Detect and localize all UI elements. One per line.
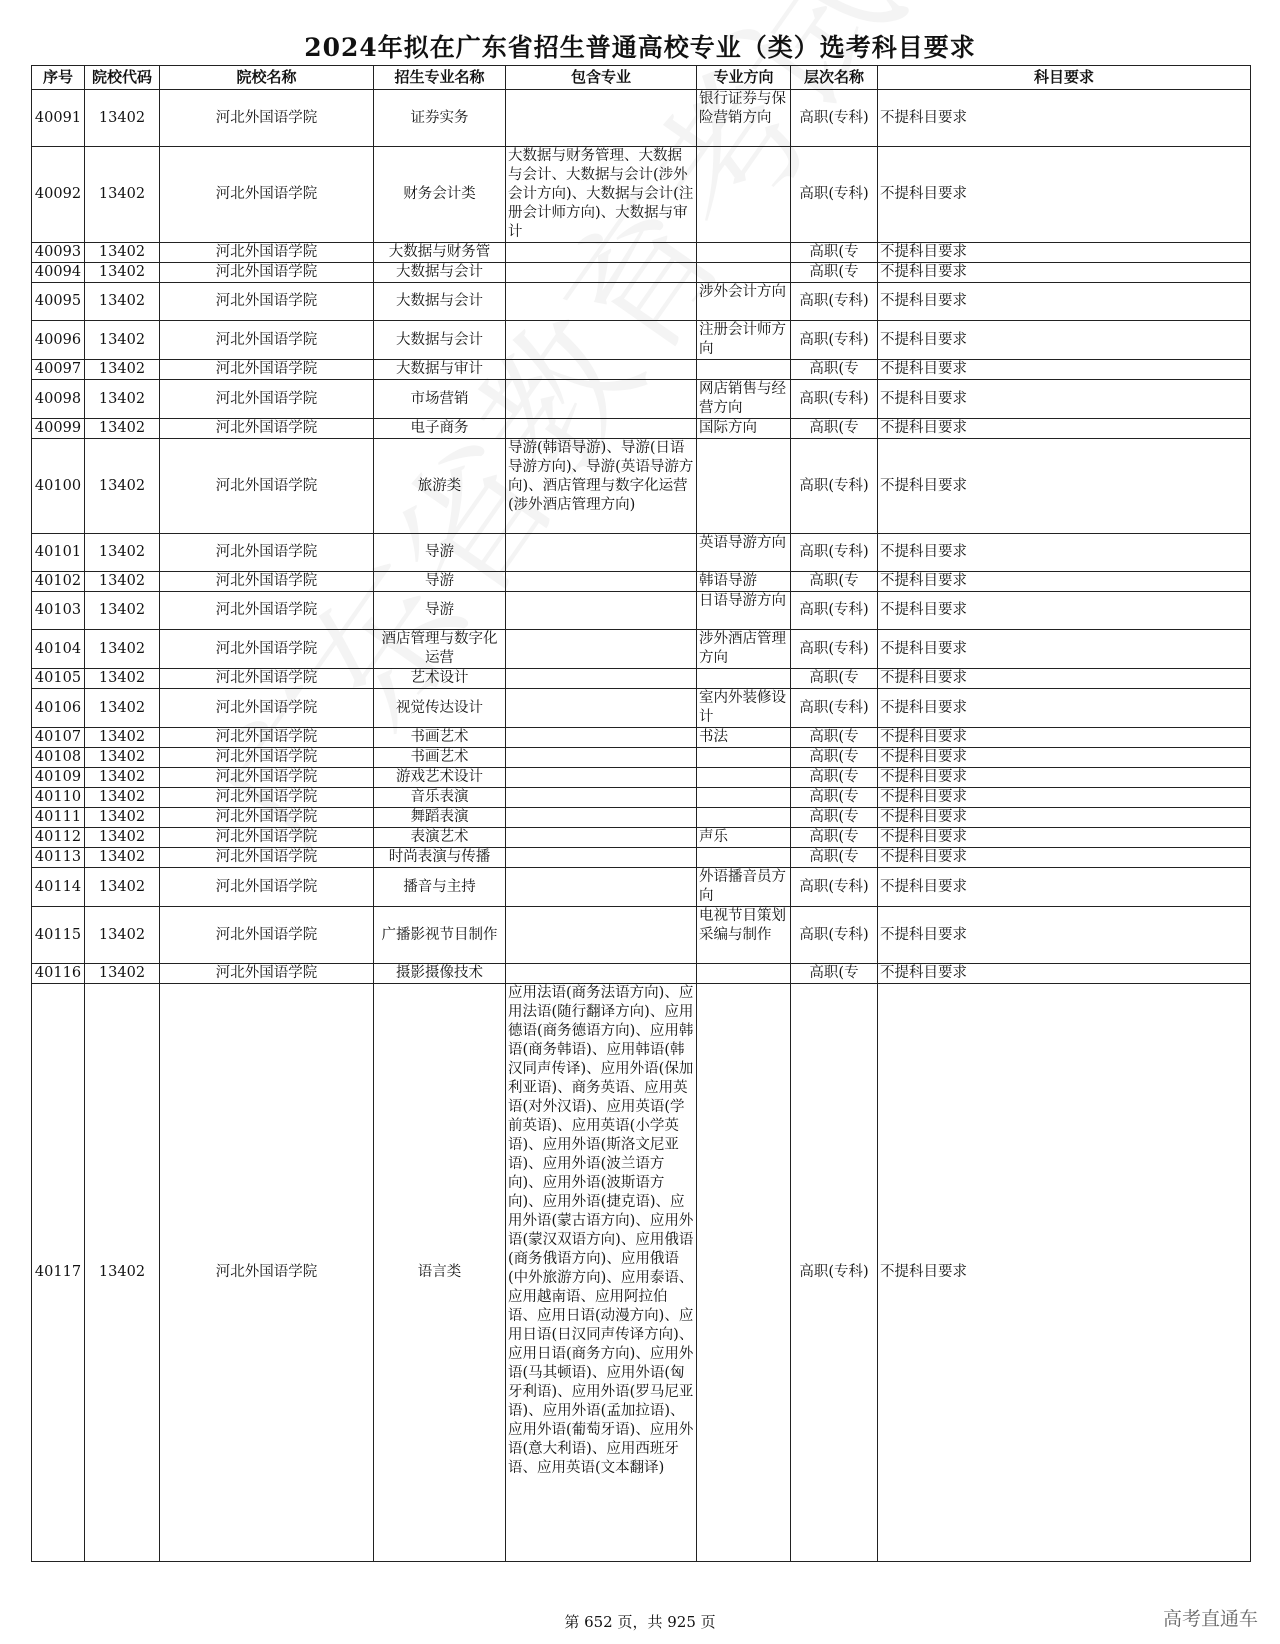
cell-seq: 40109: [32, 768, 85, 788]
cell-req: 不提科目要求: [878, 592, 1251, 630]
cell-level: 高职(专: [791, 808, 878, 828]
cell-code: 13402: [85, 90, 160, 147]
table-row: [32, 788, 1251, 808]
cell-code: 13402: [85, 263, 160, 283]
cell-major: 书画艺术: [374, 728, 506, 748]
cell-req: 不提科目要求: [878, 728, 1251, 748]
cell-direction: [697, 748, 791, 768]
table-row: [32, 321, 1251, 360]
cell-direction: 韩语导游: [697, 572, 791, 592]
table-row: [32, 868, 1251, 907]
cell-major: 市场营销: [374, 380, 506, 419]
table-row: [32, 964, 1251, 984]
cell-seq: 40100: [32, 439, 85, 534]
cell-direction: [697, 439, 791, 534]
cell-direction: 书法: [697, 728, 791, 748]
cell-code: 13402: [85, 572, 160, 592]
cell-direction: 注册会计师方向: [697, 321, 791, 360]
cell-seq: 40114: [32, 868, 85, 907]
cell-req: 不提科目要求: [878, 380, 1251, 419]
cell-school: 河北外国语学院: [160, 572, 374, 592]
cell-school: 河北外国语学院: [160, 768, 374, 788]
cell-level: 高职(专科): [791, 907, 878, 964]
cell-level: 高职(专: [791, 748, 878, 768]
cell-direction: 涉外会计方向: [697, 283, 791, 321]
table-row: [32, 748, 1251, 768]
header-included-majors: 包含专业: [506, 66, 697, 90]
cell-includes: [506, 728, 697, 748]
cell-school: 河北外国语学院: [160, 90, 374, 147]
cell-includes: [506, 808, 697, 828]
cell-includes: [506, 748, 697, 768]
cell-level: 高职(专: [791, 728, 878, 748]
cell-seq: 40104: [32, 630, 85, 669]
cell-direction: [697, 243, 791, 263]
table-row: [32, 147, 1251, 243]
cell-includes: [506, 868, 697, 907]
table-row: [32, 572, 1251, 592]
cell-req: 不提科目要求: [878, 907, 1251, 964]
cell-req: 不提科目要求: [878, 669, 1251, 689]
table-row: [32, 828, 1251, 848]
cell-code: 13402: [85, 828, 160, 848]
cell-school: 河北外国语学院: [160, 848, 374, 868]
brand-label: 高考直通车: [1162, 1608, 1258, 1630]
cell-level: 高职(专: [791, 360, 878, 380]
requirements-table: [31, 65, 1251, 1562]
cell-includes: [506, 669, 697, 689]
cell-code: 13402: [85, 868, 160, 907]
cell-level: 高职(专: [791, 669, 878, 689]
cell-school: 河北外国语学院: [160, 283, 374, 321]
table-row: [32, 419, 1251, 439]
cell-major: 时尚表演与传播: [374, 848, 506, 868]
cell-seq: 40108: [32, 748, 85, 768]
cell-direction: 英语导游方向: [697, 534, 791, 572]
cell-req: 不提科目要求: [878, 630, 1251, 669]
cell-level: 高职(专科): [791, 592, 878, 630]
cell-includes: [506, 768, 697, 788]
cell-level: 高职(专科): [791, 534, 878, 572]
cell-major: 舞蹈表演: [374, 808, 506, 828]
cell-major: 游戏艺术设计: [374, 768, 506, 788]
cell-req: 不提科目要求: [878, 748, 1251, 768]
cell-req: 不提科目要求: [878, 848, 1251, 868]
cell-code: 13402: [85, 592, 160, 630]
table-row: [32, 534, 1251, 572]
header-school-name: 院校名称: [160, 66, 374, 90]
cell-school: 河北外国语学院: [160, 669, 374, 689]
cell-school: 河北外国语学院: [160, 360, 374, 380]
cell-school: 河北外国语学院: [160, 534, 374, 572]
cell-req: 不提科目要求: [878, 572, 1251, 592]
cell-req: 不提科目要求: [878, 439, 1251, 534]
cell-level: 高职(专: [791, 788, 878, 808]
cell-major: 导游: [374, 572, 506, 592]
cell-direction: 声乐: [697, 828, 791, 848]
cell-code: 13402: [85, 419, 160, 439]
cell-major: 导游: [374, 534, 506, 572]
cell-code: 13402: [85, 907, 160, 964]
cell-req: 不提科目要求: [878, 243, 1251, 263]
cell-major: 艺术设计: [374, 669, 506, 689]
table-row: [32, 630, 1251, 669]
cell-code: 13402: [85, 669, 160, 689]
cell-req: 不提科目要求: [878, 808, 1251, 828]
cell-code: 13402: [85, 283, 160, 321]
cell-includes: [506, 828, 697, 848]
cell-major: 大数据与会计: [374, 263, 506, 283]
cell-major: 证券实务: [374, 90, 506, 147]
cell-level: 高职(专: [791, 964, 878, 984]
cell-req: 不提科目要求: [878, 283, 1251, 321]
header-subject-requirement: 科目要求: [878, 66, 1251, 90]
cell-includes: [506, 689, 697, 728]
cell-school: 河北外国语学院: [160, 964, 374, 984]
cell-seq: 40097: [32, 360, 85, 380]
cell-direction: 电视节目策划采编与制作: [697, 907, 791, 964]
cell-school: 河北外国语学院: [160, 243, 374, 263]
cell-direction: [697, 669, 791, 689]
cell-code: 13402: [85, 964, 160, 984]
cell-school: 河北外国语学院: [160, 984, 374, 1562]
cell-direction: [697, 360, 791, 380]
cell-major: 广播影视节目制作: [374, 907, 506, 964]
cell-code: 13402: [85, 360, 160, 380]
cell-direction: 银行证券与保险营销方向: [697, 90, 791, 147]
table-row: [32, 768, 1251, 788]
cell-seq: 40098: [32, 380, 85, 419]
cell-seq: 40101: [32, 534, 85, 572]
cell-level: 高职(专科): [791, 321, 878, 360]
cell-major: 语言类: [374, 984, 506, 1562]
cell-req: 不提科目要求: [878, 788, 1251, 808]
table-row: [32, 808, 1251, 828]
header-school-code: 院校代码: [85, 66, 160, 90]
cell-direction: [697, 768, 791, 788]
cell-includes: 应用法语(商务法语方向)、应用法语(随行翻译方向)、应用德语(商务德语方向)、应用韩语(商务韩语)、应用韩语(韩汉同声传译)、应用外语(保加利亚语)、商务英语、应用英语(对外汉语)、应用英语(学前英语)、应用英语(小学英语)、应用外语(斯洛文尼亚语)、应用外语(波兰语方向)、应用外语(波斯语方向)、应用外语(捷克语)、应用外语(蒙古语方向)、应用外语(蒙汉双语方向)、应用俄语(商务俄语方向)、应用俄语(中外旅游方向)、应用泰语、应用越南语、应用阿拉伯语、应用日语(动漫方向)、应用日语(日汉同声传译方向)、应用日语(商务方向)、应用外语(马其顿语)、应用外语(匈牙利语)、应用外语(罗马尼亚语)、应用外语(孟加拉语)、应用外语(葡萄牙语)、应用外语(意大利语)、应用西班牙语、应用英语(文本翻译): [506, 984, 697, 1562]
cell-major: 书画艺术: [374, 748, 506, 768]
header-seq: 序号: [32, 66, 85, 90]
cell-level: 高职(专科): [791, 380, 878, 419]
header-major-name: 招生专业名称: [374, 66, 506, 90]
cell-seq: 40115: [32, 907, 85, 964]
page-title: 2024年拟在广东省招生普通高校专业（类）选考科目要求: [304, 33, 976, 62]
cell-req: 不提科目要求: [878, 534, 1251, 572]
cell-req: 不提科目要求: [878, 964, 1251, 984]
cell-direction: [697, 147, 791, 243]
cell-req: 不提科目要求: [878, 768, 1251, 788]
cell-req: 不提科目要求: [878, 360, 1251, 380]
cell-includes: [506, 572, 697, 592]
cell-level: 高职(专科): [791, 439, 878, 534]
cell-direction: [697, 788, 791, 808]
cell-seq: 40116: [32, 964, 85, 984]
cell-includes: [506, 848, 697, 868]
cell-code: 13402: [85, 788, 160, 808]
cell-seq: 40112: [32, 828, 85, 848]
cell-direction: 室内外装修设计: [697, 689, 791, 728]
cell-school: 河北外国语学院: [160, 728, 374, 748]
cell-direction: 网店销售与经营方向: [697, 380, 791, 419]
cell-school: 河北外国语学院: [160, 419, 374, 439]
cell-major: 表演艺术: [374, 828, 506, 848]
page-footer: 第 652 页，共 925 页: [564, 1613, 716, 1631]
cell-major: 大数据与会计: [374, 321, 506, 360]
cell-req: 不提科目要求: [878, 321, 1251, 360]
cell-code: 13402: [85, 534, 160, 572]
table-row: [32, 907, 1251, 964]
cell-seq: 40092: [32, 147, 85, 243]
cell-level: 高职(专: [791, 572, 878, 592]
cell-major: 播音与主持: [374, 868, 506, 907]
cell-direction: 外语播音员方向: [697, 868, 791, 907]
cell-major: 大数据与会计: [374, 283, 506, 321]
table-row: [32, 669, 1251, 689]
cell-school: 河北外国语学院: [160, 380, 374, 419]
cell-code: 13402: [85, 984, 160, 1562]
cell-req: 不提科目要求: [878, 828, 1251, 848]
cell-direction: 国际方向: [697, 419, 791, 439]
cell-includes: [506, 534, 697, 572]
cell-level: 高职(专科): [791, 984, 878, 1562]
cell-includes: [506, 964, 697, 984]
cell-direction: [697, 964, 791, 984]
cell-seq: 40093: [32, 243, 85, 263]
cell-seq: 40102: [32, 572, 85, 592]
cell-school: 河北外国语学院: [160, 788, 374, 808]
cell-major: 财务会计类: [374, 147, 506, 243]
cell-req: 不提科目要求: [878, 147, 1251, 243]
table-row: [32, 380, 1251, 419]
cell-code: 13402: [85, 848, 160, 868]
cell-includes: [506, 90, 697, 147]
cell-level: 高职(专: [791, 243, 878, 263]
cell-code: 13402: [85, 630, 160, 669]
cell-major: 大数据与财务管: [374, 243, 506, 263]
cell-direction: [697, 984, 791, 1562]
cell-req: 不提科目要求: [878, 263, 1251, 283]
cell-seq: 40111: [32, 808, 85, 828]
cell-major: 导游: [374, 592, 506, 630]
cell-level: 高职(专: [791, 768, 878, 788]
cell-seq: 40094: [32, 263, 85, 283]
cell-school: 河北外国语学院: [160, 263, 374, 283]
cell-code: 13402: [85, 728, 160, 748]
table-row: [32, 984, 1251, 1562]
cell-seq: 40103: [32, 592, 85, 630]
cell-school: 河北外国语学院: [160, 808, 374, 828]
header-level: 层次名称: [791, 66, 878, 90]
cell-seq: 40091: [32, 90, 85, 147]
cell-major: 酒店管理与数字化运营: [374, 630, 506, 669]
table-row: [32, 360, 1251, 380]
cell-seq: 40110: [32, 788, 85, 808]
cell-seq: 40106: [32, 689, 85, 728]
cell-req: 不提科目要求: [878, 689, 1251, 728]
cell-code: 13402: [85, 439, 160, 534]
cell-includes: 大数据与财务管理、大数据与会计、大数据与会计(涉外会计方向)、大数据与会计(注册会计师方向)、大数据与审计: [506, 147, 697, 243]
cell-includes: [506, 630, 697, 669]
table-header: [32, 66, 1251, 90]
cell-school: 河北外国语学院: [160, 630, 374, 669]
cell-includes: [506, 321, 697, 360]
cell-school: 河北外国语学院: [160, 689, 374, 728]
cell-code: 13402: [85, 748, 160, 768]
cell-includes: [506, 788, 697, 808]
cell-level: 高职(专科): [791, 689, 878, 728]
cell-seq: 40096: [32, 321, 85, 360]
cell-seq: 40095: [32, 283, 85, 321]
cell-school: 河北外国语学院: [160, 748, 374, 768]
cell-direction: 日语导游方向: [697, 592, 791, 630]
cell-school: 河北外国语学院: [160, 907, 374, 964]
cell-includes: [506, 283, 697, 321]
cell-direction: [697, 263, 791, 283]
cell-includes: [506, 419, 697, 439]
cell-major: 大数据与审计: [374, 360, 506, 380]
cell-major: 音乐表演: [374, 788, 506, 808]
cell-includes: [506, 263, 697, 283]
cell-includes: [506, 360, 697, 380]
cell-level: 高职(专: [791, 848, 878, 868]
cell-code: 13402: [85, 147, 160, 243]
cell-level: 高职(专科): [791, 147, 878, 243]
cell-seq: 40117: [32, 984, 85, 1562]
cell-major: 视觉传达设计: [374, 689, 506, 728]
cell-level: 高职(专: [791, 263, 878, 283]
cell-major: 摄影摄像技术: [374, 964, 506, 984]
cell-level: 高职(专: [791, 419, 878, 439]
cell-level: 高职(专: [791, 828, 878, 848]
cell-code: 13402: [85, 808, 160, 828]
table-row: [32, 439, 1251, 534]
cell-includes: [506, 907, 697, 964]
table-row: [32, 243, 1251, 263]
cell-includes: 导游(韩语导游)、导游(日语导游方向)、导游(英语导游方向)、酒店管理与数字化运营(涉外酒店管理方向): [506, 439, 697, 534]
cell-school: 河北外国语学院: [160, 868, 374, 907]
table-row: [32, 592, 1251, 630]
cell-seq: 40107: [32, 728, 85, 748]
table-row: [32, 90, 1251, 147]
cell-school: 河北外国语学院: [160, 592, 374, 630]
cell-code: 13402: [85, 689, 160, 728]
table-row: [32, 848, 1251, 868]
cell-code: 13402: [85, 768, 160, 788]
cell-req: 不提科目要求: [878, 90, 1251, 147]
cell-req: 不提科目要求: [878, 984, 1251, 1562]
cell-school: 河北外国语学院: [160, 439, 374, 534]
table-row: [32, 728, 1251, 748]
cell-major: 旅游类: [374, 439, 506, 534]
cell-major: 电子商务: [374, 419, 506, 439]
cell-direction: [697, 808, 791, 828]
cell-req: 不提科目要求: [878, 868, 1251, 907]
cell-seq: 40105: [32, 669, 85, 689]
cell-code: 13402: [85, 321, 160, 360]
cell-code: 13402: [85, 243, 160, 263]
cell-level: 高职(专科): [791, 868, 878, 907]
cell-school: 河北外国语学院: [160, 321, 374, 360]
table-row: [32, 263, 1251, 283]
table-row: [32, 689, 1251, 728]
cell-req: 不提科目要求: [878, 419, 1251, 439]
header-direction: 专业方向: [697, 66, 791, 90]
cell-seq: 40099: [32, 419, 85, 439]
cell-level: 高职(专科): [791, 90, 878, 147]
cell-code: 13402: [85, 380, 160, 419]
cell-seq: 40113: [32, 848, 85, 868]
cell-school: 河北外国语学院: [160, 828, 374, 848]
cell-level: 高职(专科): [791, 630, 878, 669]
cell-includes: [506, 380, 697, 419]
cell-direction: [697, 848, 791, 868]
cell-includes: [506, 243, 697, 263]
table-row: [32, 283, 1251, 321]
cell-includes: [506, 592, 697, 630]
cell-school: 河北外国语学院: [160, 147, 374, 243]
cell-level: 高职(专科): [791, 283, 878, 321]
cell-direction: 涉外酒店管理方向: [697, 630, 791, 669]
